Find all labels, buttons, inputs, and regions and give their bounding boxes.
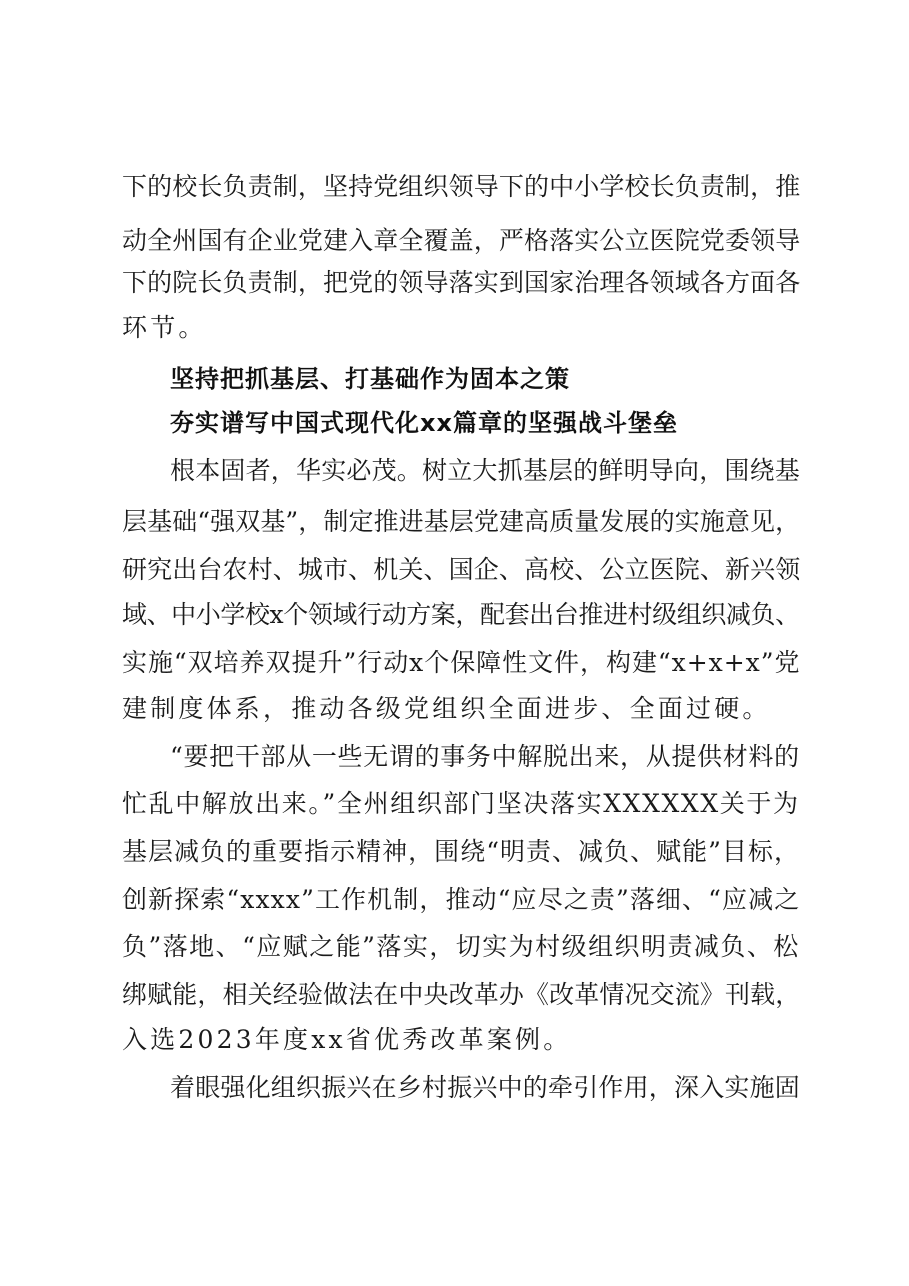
paragraph-2-line-1: “要把干部从一些无谓的事务中解脱出来，从提供材料的	[170, 742, 800, 771]
continuation-line-2: 动全州国有企业党建入章全覆盖，严格落实公立医院党委领导	[122, 226, 801, 255]
paragraph-2-line-6: 绑赋能，相关经验做法在中央改革办《改革情况交流》刊载，	[122, 980, 801, 1009]
paragraph-2-line-7: 入选2023年度xx省优秀改革案例。	[122, 1025, 572, 1054]
paragraph-1-line-5: 实施“双培养双提升”行动x个保障性文件，构建“x+x+x”党	[122, 648, 801, 677]
paragraph-1-line-6: 建制度体系，推动各级党组织全面进步、全面过硬。	[122, 694, 771, 723]
continuation-line-4: 环节。	[122, 313, 207, 342]
paragraph-1-line-4: 域、中小学校x个领域行动方案，配套出台推进村级组织减负、	[122, 600, 800, 629]
continuation-line-3: 下的院长负责制，把党的领导落实到国家治理各领域各方面各	[122, 268, 801, 297]
paragraph-2-line-3: 基层减负的重要指示精神，围绕“明责、减负、赋能”目标，	[122, 837, 800, 866]
section-heading-line-1: 坚持把抓基层、打基础作为固本之策	[170, 365, 570, 393]
section-heading-line-2: 夯实谱写中国式现代化xx篇章的坚强战斗堡垒	[170, 409, 678, 437]
paragraph-1-line-1: 根本固者，华实必茂。树立大抓基层的鲜明导向，围绕基	[170, 456, 801, 485]
paragraph-3-line-1: 着眼强化组织振兴在乡村振兴中的牵引作用，深入实施固	[170, 1073, 801, 1102]
paragraph-2-line-5: 负”落地、“应赋之能”落实，切实为村级组织明责减负、松	[122, 932, 800, 961]
paragraph-1-line-3: 研究出台农村、城市、机关、国企、高校、公立医院、新兴领	[122, 555, 801, 584]
paragraph-2-line-2: 忙乱中解放出来。”全州组织部门坚决落实XXXXXX关于为	[122, 789, 800, 818]
paragraph-2-line-4: 创新探索“xxxx”工作机制，推动“应尽之责”落细、“应减之	[122, 885, 801, 914]
continuation-line-1: 下的校长负责制，坚持党组织领导下的中小学校长负责制，推	[122, 172, 801, 201]
paragraph-1-line-2: 层基础“强双基”，制定推进基层党建高质量发展的实施意见，	[122, 507, 801, 536]
